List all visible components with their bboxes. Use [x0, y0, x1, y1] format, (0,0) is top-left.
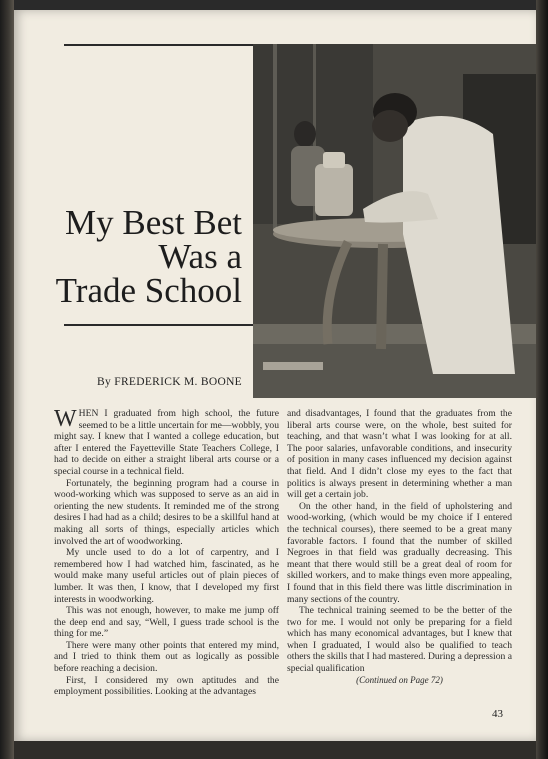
paragraph: There were many other points that entered my mind, and I tried to think them out as logically as possible before reaching a decision. [54, 639, 279, 675]
book-edge-right [536, 0, 548, 759]
photo-woodworking-student [253, 44, 536, 398]
title-line-3: Trade School [55, 271, 242, 310]
article-column-right [287, 408, 512, 686]
paragraph: Fortunately, the beginning program had a course in wood-working which was supposed to serve as an aid in orienting the new students. It reminded me of the strong desires I had had as a child; desires to be a skillful hand at making all sorts of things, especially articles which involved the art of woodworking. [54, 477, 279, 547]
paragraph: The technical training seemed to be the better of the two for me. I would not only be preparing for a field which has many economical advantages, but I knew that when I graduated, I would also be qualified to teach others the skills that I had mastered. During a depression a special qualification [287, 605, 512, 675]
title-line-2: Was a [158, 237, 242, 276]
photo-illustration [253, 44, 536, 398]
paragraph-text: HEN I graduated from high school, the future seemed to be a little uncertain for me—wobbly, you might say. I knew that I wanted a college education, but after I entered the Fayetteville State Teachers College, I had to decide on either a straight liberal arts course or a special course in a technical field. [54, 408, 279, 477]
top-rule [64, 44, 253, 46]
paragraph: This was not enough, however, to make me jump off the deep end and say, “Well, I guess trade school is the thing for me.” [54, 605, 279, 640]
page-number: 43 [492, 708, 503, 720]
book-spine-left [0, 0, 14, 759]
paragraph: First, I considered my own aptitudes and the employment possibilities. Looking at the advantages [54, 674, 279, 698]
paragraph [54, 408, 279, 478]
continued-note: (Continued on Page 72) [356, 674, 443, 685]
magazine-page [14, 10, 536, 741]
bottom-rule [64, 324, 253, 326]
drop-cap: W [54, 406, 77, 432]
paragraph: and disadvantages, I found that the graduates from the liberal arts course were, on the whole, best suited for teaching, and that wasn’t what I was looking for at all. The poor salaries, unfavorable conditions, and insecurity of position in many cases influenced my decision against that field. And I didn’t close my eyes to the fact that politics is always present in determining whether a man will get a certain job. [287, 408, 512, 501]
title-line-1: My Best Bet [65, 203, 242, 242]
page-bottom-edge [14, 741, 536, 759]
article-column-left [54, 408, 279, 698]
paragraph: On the other hand, in the field of upholstering and wood-working, (which would be my choice if I entered the technical courses), there seemed to be a great many favorable factors. I found that the number of skilled Negroes in that field was gradually decreasing. This meant that there would still be a great deal of room for skilled workers, and to make things even more appealing, I found that in this field there was little discrimination in many sections of the country. [287, 500, 512, 605]
article-title [54, 203, 242, 310]
byline: By FREDERICK M. BOONE [97, 376, 242, 388]
paragraph: My uncle used to do a lot of carpentry, and I remembered how I had watched him, fascinated, as he would make many useful articles out of plain pieces of lumber. It was then, I know, that I developed my first interests in woodworking. [54, 547, 279, 605]
